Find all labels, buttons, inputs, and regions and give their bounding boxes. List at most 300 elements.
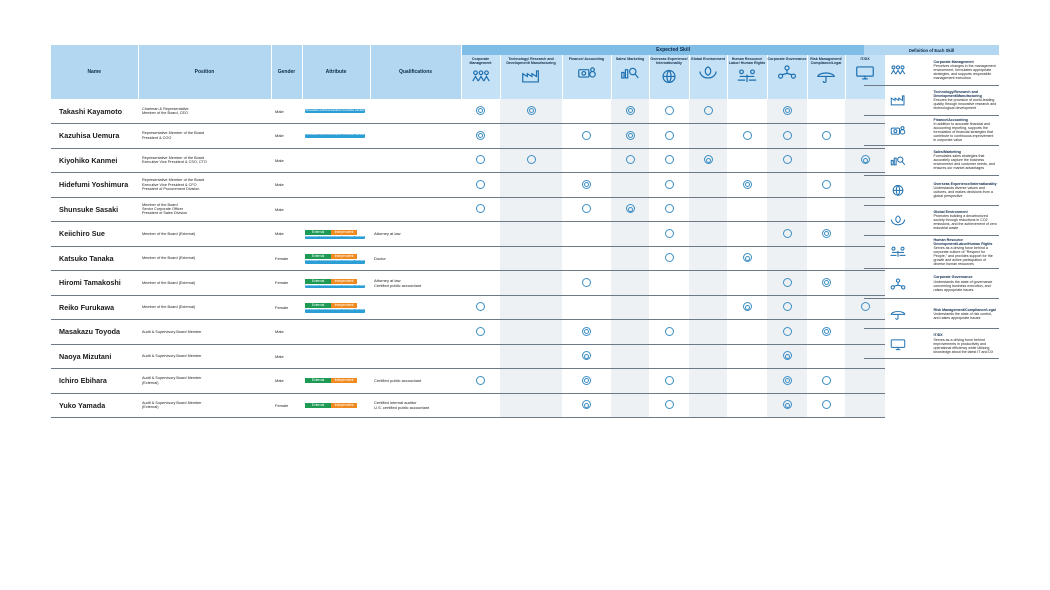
table-row [51,124,885,149]
skill-cell-global_env [689,197,727,222]
circle-icon [476,376,485,385]
skill-cell-global_env [689,222,727,247]
skill-cell-governance [767,295,807,320]
skill-cell-risk [807,369,845,394]
skill-cell-overseas [649,369,689,394]
independent-badge: Independent [331,254,357,259]
member-attribute [302,344,370,369]
member-qualifications [370,148,461,173]
member-qualifications [370,197,461,222]
skill-cell-overseas [649,148,689,173]
member-gender: Male [271,369,302,394]
definition-row [864,115,999,145]
member-position [138,295,271,320]
table-row [51,369,885,394]
external-badge: External [305,303,331,308]
definition-title: Corporate Management [933,59,974,64]
skill-cell-governance [767,320,807,345]
definition-text [932,235,1000,269]
skill-label: IT/DX [860,57,870,61]
definition-title: Sales/Marketing [933,149,961,154]
skill-cell-hr [727,320,767,345]
definition-body: Serves as a driving force behind improvements in productivity and operational efficiency while utilizing knowledge about the latest IT and DX [933,337,994,354]
table-row [51,295,885,320]
independent-badge: Independent [331,279,357,284]
money-coins-icon [576,63,598,81]
double-circle-icon [626,204,635,213]
skill-cell-global_env [689,295,727,320]
definition-row [864,299,999,329]
skill-cell-overseas [649,246,689,271]
member-name: Kiyohiko Kanmei [51,148,138,173]
skill-label: Human Resource/ Labor/ Human Rights [728,57,766,65]
leaf-hands-icon [889,212,907,228]
double-circle-icon [582,351,591,360]
skill-cell-risk [807,222,845,247]
definition-title: Corporate Governance [933,275,973,280]
skill-cell-global_env [689,344,727,369]
header-skill-global_env [689,55,727,99]
skill-cell-corporate_management [461,173,500,198]
position-line: Member of the Board (External) [142,256,196,261]
circle-icon [665,106,674,115]
skill-cell-technology [500,393,562,418]
skill-cell-finance [562,197,611,222]
definition-body: Serves as a driving force behind a corporate culture of "Respect for People," and provides support for the growth and active participation of diverse human resources [933,245,993,267]
member-name: Hidefumi Yoshimura [51,173,138,198]
member-name: Hiromi Tamakoshi [51,271,138,296]
double-circle-icon [743,302,752,311]
member-gender: Female [271,246,302,271]
double-circle-icon [476,131,485,140]
member-attribute [302,222,370,247]
definition-body: Understands the state of risk control, and raises appropriate issues [933,311,993,320]
governance-network-icon [889,276,907,292]
position-line: Member of the Board (External) [142,231,196,236]
position-line: Audit & Supervisory Board Member [142,400,202,405]
circle-icon [783,327,792,336]
qualification-line: Attorney at law [374,277,401,283]
circle-icon [476,155,485,164]
independent-badge: Independent [331,303,357,308]
skill-cell-sales [611,393,649,418]
header-skill-sales [611,55,649,99]
external-badge: External [305,378,331,383]
nomination-badge: Nomination and Remuneration Committee member [305,133,365,137]
skill-cell-hr [727,197,767,222]
skill-cell-finance [562,369,611,394]
skill-cell-sales [611,344,649,369]
skill-cell-hr [727,99,767,124]
skill-matrix-table [51,45,886,418]
skill-cell-corporate_management [461,271,500,296]
skill-cell-global_env [689,246,727,271]
double-circle-icon [822,229,831,238]
position-line: Executive Vice President & CFO [142,182,197,187]
header-gender: Gender [271,45,302,99]
definition-body: Understands diverse values and cultures, and makes decisions from a global perspective [933,185,993,199]
people-balance-icon [889,244,907,260]
skill-cell-technology [500,222,562,247]
position-line: (External) [142,405,159,410]
member-attribute [302,393,370,418]
member-gender: Female [271,295,302,320]
nomination-badge: Nomination and Remuneration Committee member [305,108,365,112]
globe-icon [658,67,680,85]
skill-cell-governance [767,124,807,149]
definition-row [864,145,999,175]
definition-text [932,55,1000,85]
member-name: Shunsuke Sasaki [51,197,138,222]
double-circle-icon [743,180,752,189]
nomination-badge: Nomination and Remuneration Committee member [305,259,365,263]
skill-cell-risk [807,197,845,222]
position-line: Representative Member of the Board [142,155,205,160]
position-line: President of Sales Division [142,211,188,216]
people-network-icon [470,67,492,85]
header-skill-corporate_management [461,55,500,99]
skill-cell-itdx [845,393,885,418]
member-position [138,246,271,271]
skill-cell-itdx [845,369,885,394]
definition-title: Global Environment [933,209,968,214]
definition-text [932,85,1000,115]
member-qualifications [370,124,461,149]
skill-cell-hr [727,246,767,271]
definition-text [932,269,1000,299]
member-qualifications [370,173,461,198]
member-position [138,393,271,418]
skill-cell-overseas [649,393,689,418]
skill-cell-overseas [649,173,689,198]
skill-cell-governance [767,344,807,369]
skill-cell-corporate_management [461,222,500,247]
definition-body: Perceives changes in the management environment, formulates appropriate strategies, and supports responsible management execution [933,63,996,80]
member-qualifications [370,393,461,418]
position-line: President of Procurement Division [142,186,200,191]
skill-cell-governance [767,99,807,124]
table-row [51,99,885,124]
position-line: (External) [142,380,159,385]
circle-icon [665,204,674,213]
position-line: Senior Corporate Officer [142,207,184,212]
circle-icon [665,180,674,189]
circle-icon [626,155,635,164]
skill-cell-risk [807,246,845,271]
skill-cell-governance [767,369,807,394]
definition-title: Overseas Experience/Internationality [933,181,997,186]
circle-icon [582,204,591,213]
definition-row [864,55,999,85]
circle-icon [665,131,674,140]
attribute-badges [305,378,370,383]
position-line: Representative Member of the Board [142,131,205,136]
skill-cell-governance [767,148,807,173]
member-position [138,344,271,369]
skill-cell-sales [611,271,649,296]
circle-icon [822,376,831,385]
circle-icon [476,302,485,311]
member-attribute [302,148,370,173]
skill-cell-governance [767,222,807,247]
member-gender: Male [271,99,302,124]
member-position [138,173,271,198]
factory-icon [889,92,907,108]
circle-icon [783,155,792,164]
skill-cell-sales [611,320,649,345]
table-row [51,271,885,296]
skill-label: Corporate Management [469,57,492,65]
header-skill-risk [807,55,845,99]
skill-cell-risk [807,393,845,418]
definition-row [864,85,999,115]
skill-label: Sales/ Marketing [615,57,645,61]
position-line: Chairman & Representative [142,106,189,111]
double-circle-icon [743,253,752,262]
qualification-line: Certified public accountant [374,282,422,288]
member-attribute [302,124,370,149]
skill-cell-sales [611,148,649,173]
skill-cell-technology [500,197,562,222]
skill-cell-finance [562,148,611,173]
qualification-line: Attorney at law [374,231,401,237]
double-circle-icon [822,327,831,336]
member-qualifications [370,99,461,124]
double-circle-icon [527,106,536,115]
double-circle-icon [783,106,792,115]
double-circle-icon [626,131,635,140]
skill-cell-finance [562,246,611,271]
table-row [51,344,885,369]
nomination-badge: Nomination and Remuneration Committee member [305,308,365,312]
skill-cell-hr [727,271,767,296]
skill-cell-corporate_management [461,295,500,320]
position-line: Audit & Supervisory Board Member [142,329,202,334]
member-qualifications [370,222,461,247]
definition-body: Formulates sales strategies that accurately capture the business environment and customer needs, and ensures our market advantages [933,153,995,171]
header-attribute: Attribute [302,45,370,99]
position-line: Member of the Board (External) [142,305,196,310]
skill-cell-hr [727,344,767,369]
skill-cell-global_env [689,124,727,149]
table-row [51,393,885,418]
member-gender: Male [271,148,302,173]
member-name: Reiko Furukawa [51,295,138,320]
double-circle-icon [582,376,591,385]
skill-cell-corporate_management [461,148,500,173]
skill-cell-hr [727,393,767,418]
member-gender: Female [271,271,302,296]
double-circle-icon [783,376,792,385]
member-position [138,99,271,124]
double-circle-icon [822,278,831,287]
skill-cell-governance [767,271,807,296]
skill-label: Finance/ Accounting [568,57,605,61]
independent-badge: Independent [331,230,357,235]
member-gender: Male [271,197,302,222]
member-position [138,369,271,394]
definition-text [932,329,1000,359]
table-row [51,222,885,247]
skill-cell-risk [807,271,845,296]
header-expected-skill: Expected Skill [461,45,885,55]
skill-cell-risk [807,295,845,320]
member-attribute [302,173,370,198]
skill-cell-corporate_management [461,197,500,222]
table-row [51,197,885,222]
double-circle-icon [582,180,591,189]
skill-cell-corporate_management [461,246,500,271]
skill-cell-global_env [689,99,727,124]
member-qualifications [370,369,461,394]
skill-cell-technology [500,124,562,149]
skill-cell-finance [562,393,611,418]
member-name: Ichiro Ebihara [51,369,138,394]
skill-cell-hr [727,124,767,149]
skill-cell-corporate_management [461,344,500,369]
qualification-line: U.S. certified public accountant [374,405,430,411]
circle-icon [665,253,674,262]
member-attribute [302,99,370,124]
skill-cell-risk [807,320,845,345]
skill-cell-corporate_management [461,369,500,394]
skill-cell-finance [562,124,611,149]
skill-cell-global_env [689,393,727,418]
header-qualifications: Qualifications [370,45,461,99]
member-position [138,271,271,296]
definition-title: Risk Management/Compliance/Legal [933,307,996,312]
skill-cell-global_env [689,369,727,394]
header-skill-governance [767,55,807,99]
independent-badge: Independent [331,378,357,383]
member-gender: Male [271,124,302,149]
definition-body: Ensures the provision of world-leading quality through innovative research and technological development [933,97,997,111]
skill-label: Global Environment [690,57,726,61]
circle-icon [783,229,792,238]
skill-definitions-table [864,45,999,359]
skill-cell-risk [807,99,845,124]
position-line: Member of the Board [142,202,178,207]
skill-cell-sales [611,295,649,320]
skill-cell-sales [611,369,649,394]
header-position: Position [138,45,271,99]
skill-cell-governance [767,173,807,198]
skill-cell-risk [807,124,845,149]
circle-icon [665,376,674,385]
position-line: Executive Vice President & CSO, CTO [142,160,207,165]
skill-cell-overseas [649,197,689,222]
skill-cell-sales [611,124,649,149]
circle-icon [822,400,831,409]
definition-body: Promotes building a decarbonized society through reductions in CO2 emissions, and the achievement of zero industrial waste [933,213,997,231]
external-badge: External [305,403,331,408]
circle-icon [743,131,752,140]
header-name: Name [51,45,138,99]
position-line: Member of the Board (External) [142,280,196,285]
globe-icon [889,182,907,198]
skill-cell-overseas [649,222,689,247]
skill-cell-sales [611,197,649,222]
skill-cell-risk [807,344,845,369]
member-gender: Male [271,344,302,369]
attribute-badges [305,403,370,408]
header-skill-finance [562,55,611,99]
attribute-badges [305,279,370,284]
skill-cell-finance [562,320,611,345]
skill-cell-overseas [649,99,689,124]
double-circle-icon [704,155,713,164]
member-gender: Male [271,320,302,345]
member-attribute [302,271,370,296]
definition-row [864,235,999,269]
member-position [138,197,271,222]
position-line: Audit & Supervisory Board Member [142,376,202,381]
definition-text [932,115,1000,145]
definition-title: Human Resource Development/Labor/Human Rights [933,237,993,246]
attribute-badges [305,230,370,235]
skill-cell-hr [727,148,767,173]
member-qualifications [370,246,461,271]
table-row [51,148,885,173]
external-badge: External [305,279,331,284]
skill-cell-technology [500,271,562,296]
position-line: Member of the Board, CEO [142,111,189,115]
member-qualifications [370,295,461,320]
circle-icon [783,302,792,311]
definition-row [864,269,999,299]
double-circle-icon [626,106,635,115]
double-circle-icon [582,327,591,336]
double-circle-icon [783,351,792,360]
skill-cell-governance [767,246,807,271]
skill-cell-finance [562,271,611,296]
qualification-line: Certified public accountant [374,378,422,384]
nomination-badge: Nomination and Remuneration Committee member [305,283,365,287]
member-position [138,222,271,247]
nomination-badge: Nomination and Remuneration Committee member [305,234,365,238]
skill-cell-sales [611,222,649,247]
skill-cell-technology [500,246,562,271]
member-attribute [302,246,370,271]
skill-cell-sales [611,246,649,271]
skill-cell-overseas [649,295,689,320]
definition-row [864,329,999,359]
skill-cell-sales [611,173,649,198]
definition-title: Finance/Accounting [933,117,968,122]
member-attribute [302,320,370,345]
umbrella-icon [889,306,907,322]
member-name: Keiichiro Sue [51,222,138,247]
skill-cell-technology [500,173,562,198]
skill-cell-risk [807,148,845,173]
member-position [138,148,271,173]
independent-badge: Independent [331,403,357,408]
circle-icon [665,229,674,238]
skill-cell-technology [500,320,562,345]
umbrella-icon [815,67,837,85]
circle-icon [783,278,792,287]
double-circle-icon [476,106,485,115]
skill-cell-hr [727,222,767,247]
double-circle-icon [783,400,792,409]
skill-cell-corporate_management [461,124,500,149]
skill-cell-corporate_management [461,320,500,345]
skill-cell-finance [562,344,611,369]
circle-icon [476,180,485,189]
circle-icon [665,155,674,164]
circle-icon [582,278,591,287]
member-gender: Female [271,393,302,418]
